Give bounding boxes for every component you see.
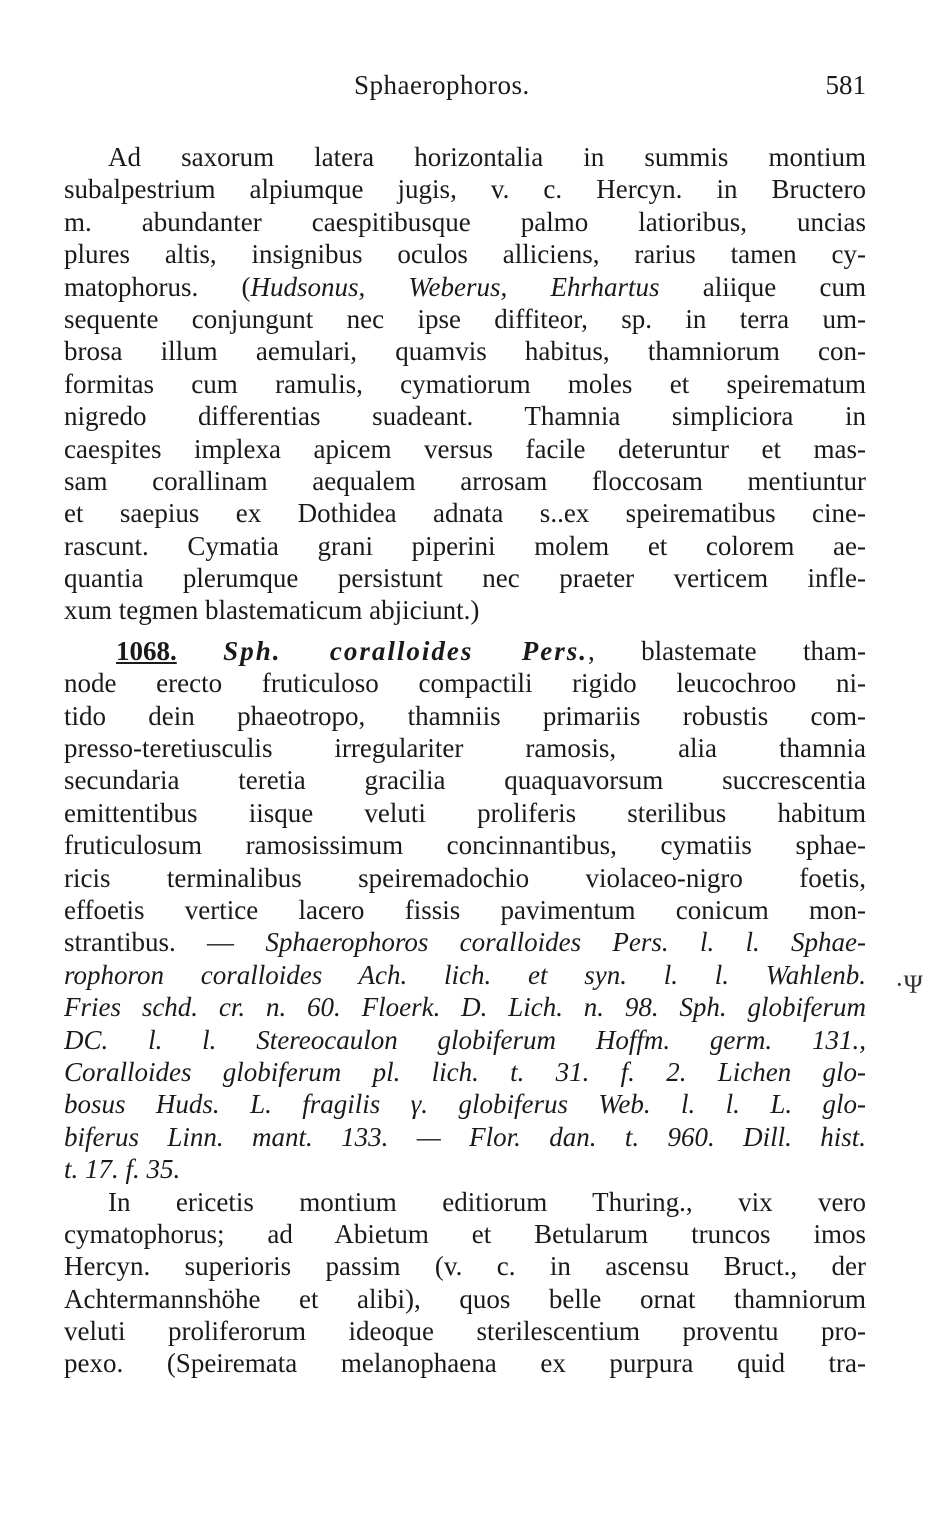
text-line: sequente conjungunt nec ipse diffiteor, sp. in terra um-	[64, 303, 866, 334]
text-line: pexo. (Speiremata melanophaena ex purpura quid tra-	[64, 1348, 866, 1379]
text-line: node erecto fruticuloso compactili rigido leucochroo ni-	[64, 668, 866, 699]
text-line: emittentibus iisque veluti proliferis sterilibus habitum	[64, 797, 866, 828]
text-segment: , blastemate tham-	[588, 635, 866, 666]
text-line: brosa illum aemulari, quamvis habitus, thamniorum con-	[64, 336, 866, 367]
text-line: m. abundanter caespitibusque palmo latioribus, uncias	[64, 206, 866, 237]
text-line: Hercyn. superioris passim (v. c. in ascensu Bruct., der	[64, 1251, 866, 1282]
text-line: rascunt. Cymatia grani piperini molem et colorem ae-	[64, 530, 866, 561]
text-segment: strantibus. —	[64, 927, 235, 958]
text-line: plures altis, insignibus oculos alliciens, rarius tamen cy-	[64, 239, 866, 270]
page-text	[64, 141, 866, 1380]
text-line	[64, 926, 866, 958]
text-line: effoetis vertice lacero fissis pavimentum conicum mon-	[64, 894, 866, 925]
text-line: fruticulosum ramosissimum concinnantibus, cymatiis sphae-	[64, 830, 866, 861]
text-line: secundaria teretia gracilia quaquavorsum succrescentia	[64, 765, 866, 796]
text-line: presso-teretiusculis irregulariter ramosis, alia thamnia	[64, 733, 866, 764]
page-number: 581	[825, 70, 866, 100]
synonym-line: rophoron coralloides Ach. lich. et syn. l. l. Wahlenb.	[64, 959, 866, 990]
synonym-line: DC. l. l. Stereocaulon globiferum Hoffm. germ. 131.,	[64, 1024, 866, 1055]
text-line: Ad saxorum latera horizontalia in summis montium	[108, 142, 866, 172]
margin-annotation: ·Ψ	[895, 970, 923, 999]
text-line: nigredo differentias suadeant. Thamnia simpliciora in	[64, 401, 866, 432]
text-line: matophorus. (Hudsonus, Weberus, Ehrhartus aliique cum	[64, 271, 866, 302]
synonym-line: Coralloides globiferum pl. lich. t. 31. f. 2. Lichen glo-	[64, 1056, 866, 1087]
running-title: Sphaerophoros.	[354, 70, 530, 100]
text-line: xum tegmen blastematicum abjiciunt.)	[64, 595, 480, 626]
text-line: quantia plerumque persistunt nec praeter verticem infle-	[64, 563, 866, 594]
text-segment: matophorus.	[64, 271, 199, 302]
synonym-line: bosus Huds. L. fragilis γ. globiferus Web. l. l. L. glo-	[64, 1089, 866, 1120]
species-number: 1068.	[116, 635, 177, 666]
text-line: In ericetis montium editiorum Thuring., vix vero	[108, 1186, 866, 1217]
text-line: veluti proliferorum ideoque sterilescentium proventu pro-	[64, 1316, 866, 1347]
author-names: Hudsonus, Weberus, Ehrhartus	[250, 271, 660, 302]
text-line: et saepius ex Dothidea adnata s..ex speirematibus cine-	[64, 498, 866, 529]
text-line: subalpestrium alpiumque jugis, v. c. Hercyn. in Bructero	[64, 174, 866, 205]
synonym-line: t. 17. f. 35.	[64, 1154, 181, 1185]
synonym-line: biferus Linn. mant. 133. — Flor. dan. t. 960. Dill. hist.	[64, 1121, 866, 1152]
text-line: tido dein phaeotropo, thamniis primariis robustis com-	[64, 700, 866, 731]
text-line: ricis terminalibus speiremadochio violaceo-nigro foetis,	[64, 862, 866, 893]
page-header	[0, 70, 930, 110]
text-line: formitas cum ramulis, cymatiorum moles et speirematum	[64, 368, 866, 399]
species-name: Sph. coralloides Pers.	[223, 635, 589, 666]
synonym-text: Sphaerophoros coralloides Pers. l. l. Sphae-	[265, 927, 866, 958]
text-line: cymatophorus; ad Abietum et Betularum truncos imos	[64, 1218, 866, 1249]
text-line: Achtermannshöhe et alibi), quos belle ornat thamniorum	[64, 1283, 866, 1314]
text-line: sam corallinam aequalem arrosam floccosam mentiuntur	[64, 465, 866, 496]
synonym-line: Fries schd. cr. n. 60. Floerk. D. Lich. n. 98. Sph. globiferum	[64, 992, 866, 1023]
species-heading-line	[64, 635, 866, 667]
text-segment: aliique cum	[702, 271, 866, 302]
text-line: caespites implexa apicem versus facile deteruntur et mas-	[64, 433, 866, 464]
